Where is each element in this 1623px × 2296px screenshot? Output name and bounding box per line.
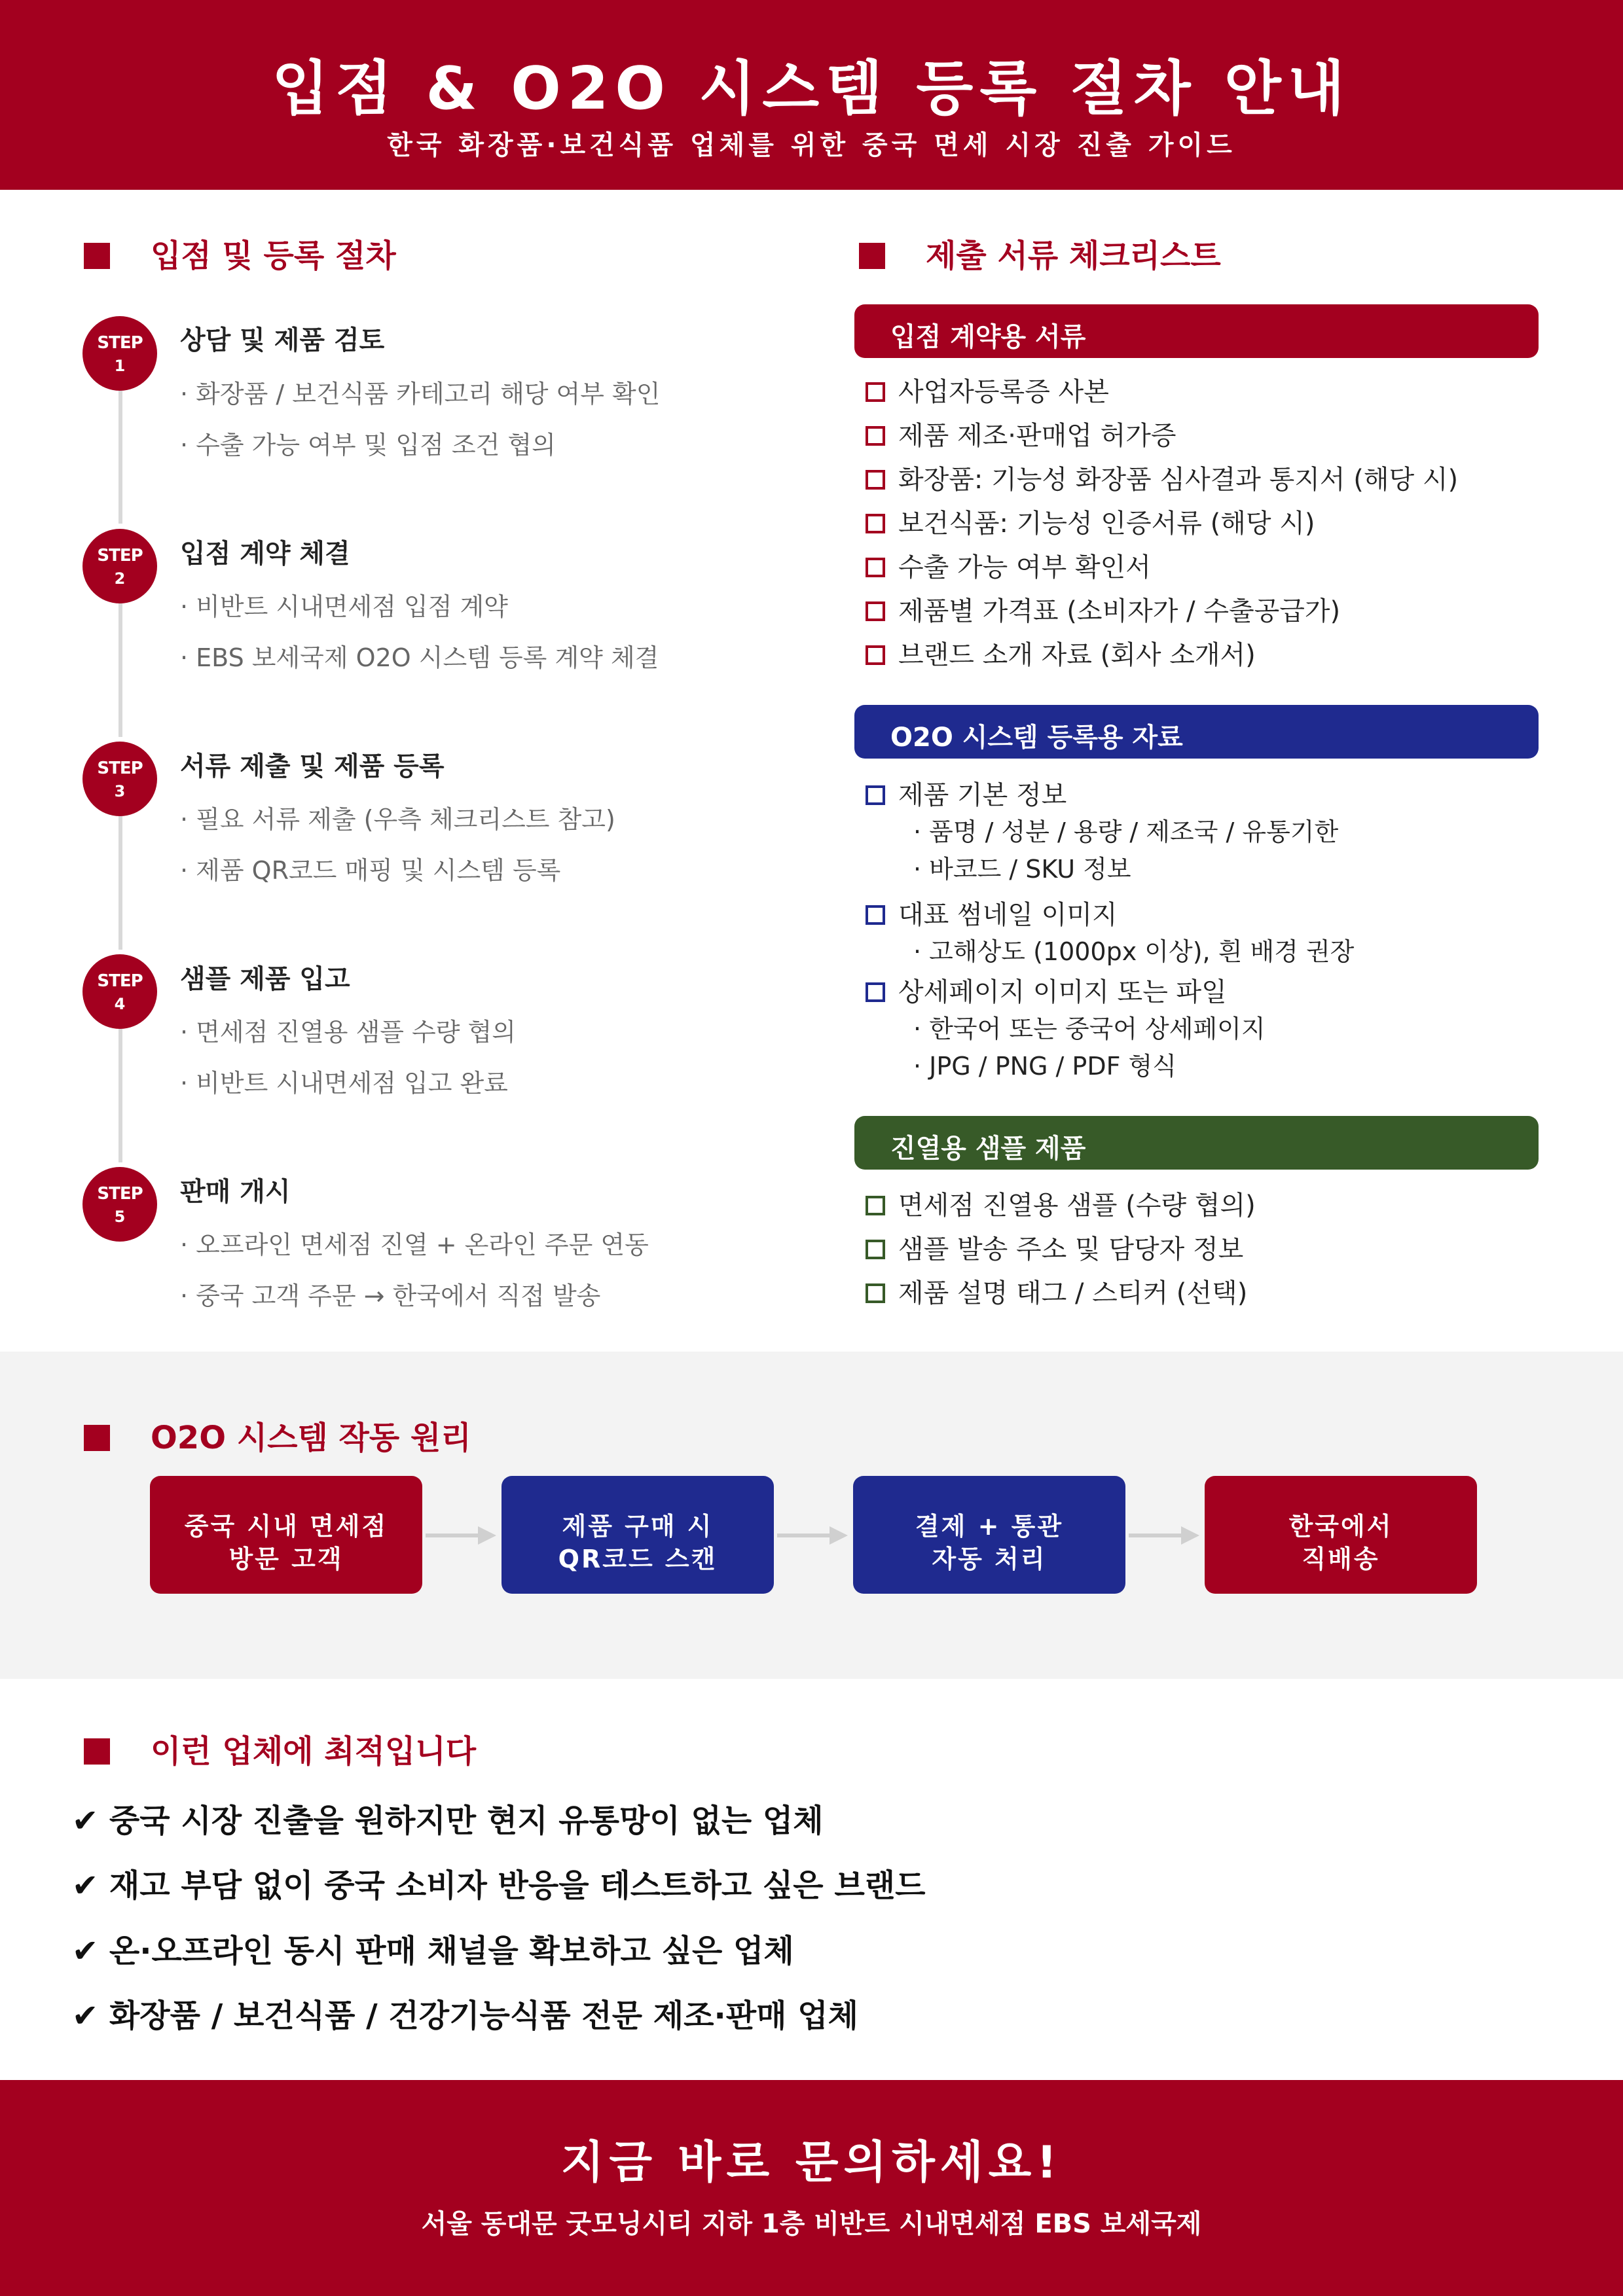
flow-section-title: O2O 시스템 작동 원리: [84, 1412, 471, 1458]
procedure-section-title: 입점 및 등록 절차: [84, 230, 396, 276]
step-bullet: · 면세점 진열용 샘플 수량 협의: [180, 1018, 516, 1047]
checkbox-icon[interactable]: [866, 470, 885, 490]
flow-step-delivery: 한국에서 직배송: [1205, 1476, 1477, 1594]
cta-title: 지금 바로 문의하세요!: [560, 2137, 1063, 2189]
checkbox-icon[interactable]: [866, 1240, 885, 1259]
arrow-right-icon: [777, 1524, 849, 1547]
checkbox-icon[interactable]: [866, 1196, 885, 1215]
step-title: 샘플 제품 입고: [180, 964, 350, 994]
checkbox-icon[interactable]: [866, 601, 885, 621]
checklist-item: 브랜드 소개 자료 (회사 소개서): [866, 634, 1256, 672]
header-banner: [0, 0, 1623, 190]
address-text: 서울 동대문 굿모닝시티 지하 1층 비반트 시내면세점 EBS 보세국제: [421, 2209, 1202, 2239]
checklist-item: 제품 기본 정보: [866, 774, 1067, 812]
flow-step-scan: 제품 구매 시 QR코드 스캔: [501, 1476, 774, 1594]
footer-banner: [0, 2080, 1623, 2296]
page-title: 입점 & O2O 시스템 등록 절차 안내: [272, 54, 1351, 123]
checklist-item: 제품 제조·판매업 허가증: [866, 415, 1176, 452]
step-badge-5: STEP 5: [82, 1167, 157, 1242]
o2o-docs-header: O2O 시스템 등록용 자료: [854, 705, 1539, 759]
checkbox-icon[interactable]: [866, 785, 885, 805]
step-bullet: · 비반트 시내면세점 입고 완료: [180, 1069, 508, 1098]
square-bullet-icon: [84, 243, 110, 269]
step-bullet: · EBS 보세국제 O2O 시스템 등록 계약 체결: [180, 643, 659, 672]
flow-step-payment: 결제 + 통관 자동 처리: [853, 1476, 1125, 1594]
checkbox-icon[interactable]: [866, 1283, 885, 1303]
contract-docs-header: 입점 계약용 서류: [854, 304, 1539, 358]
step-bullet: · 수출 가능 여부 및 입점 조건 협의: [180, 431, 556, 459]
step-title: 서류 제출 및 제품 등록: [180, 751, 445, 781]
checkbox-icon[interactable]: [866, 645, 885, 665]
step-bullet: · 비반트 시내면세점 입점 계약: [180, 592, 508, 621]
step-badge-1: STEP 1: [82, 316, 157, 391]
step-title: 판매 개시: [180, 1177, 291, 1207]
checklist-item: 대표 썸네일 이미지: [866, 894, 1118, 931]
flow-step-visit: 중국 시내 면세점 방문 고객: [150, 1476, 422, 1594]
checklist-item: 화장품: 기능성 화장품 심사결과 통지서 (해당 시): [866, 459, 1458, 496]
checklist-subitem: · 한국어 또는 중국어 상세페이지: [913, 1014, 1266, 1043]
step-badge-4: STEP 4: [82, 954, 157, 1029]
checkbox-icon[interactable]: [866, 514, 885, 533]
fit-item: ✔ 재고 부담 없이 중국 소비자 반응을 테스트하고 싶은 브랜드: [72, 1867, 926, 1904]
checklist-section-title: 제출 서류 체크리스트: [859, 230, 1221, 276]
step-title: 상담 및 제품 검토: [180, 325, 385, 355]
checklist-item: 수출 가능 여부 확인서: [866, 547, 1151, 584]
checkbox-icon[interactable]: [866, 558, 885, 577]
arrow-right-icon: [426, 1524, 498, 1547]
step-badge-2: STEP 2: [82, 529, 157, 603]
step-bullet: · 중국 고객 주문 → 한국에서 직접 발송: [180, 1282, 601, 1310]
checkbox-icon[interactable]: [866, 905, 885, 925]
square-bullet-icon: [84, 1425, 110, 1451]
step-bullet: · 오프라인 면세점 진열 + 온라인 주문 연동: [180, 1230, 649, 1259]
step-bullet: · 제품 QR코드 매핑 및 시스템 등록: [180, 856, 561, 885]
checklist-subitem: · JPG / PNG / PDF 형식: [913, 1052, 1176, 1081]
step-bullet: · 필요 서류 제출 (우측 체크리스트 참고): [180, 805, 615, 834]
step-badge-3: STEP 3: [82, 742, 157, 816]
checklist-item: 상세페이지 이미지 또는 파일: [866, 971, 1227, 1009]
checkbox-icon[interactable]: [866, 982, 885, 1002]
page-subtitle: 한국 화장품·보건식품 업체를 위한 중국 면세 시장 진출 가이드: [387, 130, 1236, 160]
checklist-item: 샘플 발송 주소 및 담당자 정보: [866, 1229, 1243, 1266]
checklist-item: 보건식품: 기능성 인증서류 (해당 시): [866, 503, 1315, 540]
checklist-item: 사업자등록증 사본: [866, 371, 1109, 408]
checklist-subitem: · 바코드 / SKU 정보: [913, 855, 1131, 884]
arrow-right-icon: [1129, 1524, 1201, 1547]
checkbox-icon[interactable]: [866, 382, 885, 402]
fit-item: ✔ 온·오프라인 동시 판매 채널을 확보하고 싶은 업체: [72, 1933, 794, 1969]
step-bullet: · 화장품 / 보건식품 카테고리 해당 여부 확인: [180, 380, 661, 408]
checklist-item: 제품별 가격표 (소비자가 / 수출공급가): [866, 590, 1340, 628]
sample-docs-header: 진열용 샘플 제품: [854, 1116, 1539, 1170]
checklist-subitem: · 품명 / 성분 / 용량 / 제조국 / 유통기한: [913, 817, 1339, 846]
fit-item: ✔ 화장품 / 보건식품 / 건강기능식품 전문 제조·판매 업체: [72, 1998, 858, 2034]
step-title: 입점 계약 체결: [180, 539, 350, 569]
checklist-item: 제품 설명 태그 / 스티커 (선택): [866, 1272, 1247, 1310]
checklist-subitem: · 고해상도 (1000px 이상), 흰 배경 권장: [913, 937, 1355, 966]
fit-item: ✔ 중국 시장 진출을 원하지만 현지 유통망이 없는 업체: [72, 1803, 824, 1839]
fit-section-title: 이런 업체에 최적입니다: [84, 1726, 476, 1771]
checkbox-icon[interactable]: [866, 426, 885, 446]
checklist-item: 면세점 진열용 샘플 (수량 협의): [866, 1185, 1256, 1222]
square-bullet-icon: [859, 243, 885, 269]
square-bullet-icon: [84, 1738, 110, 1765]
